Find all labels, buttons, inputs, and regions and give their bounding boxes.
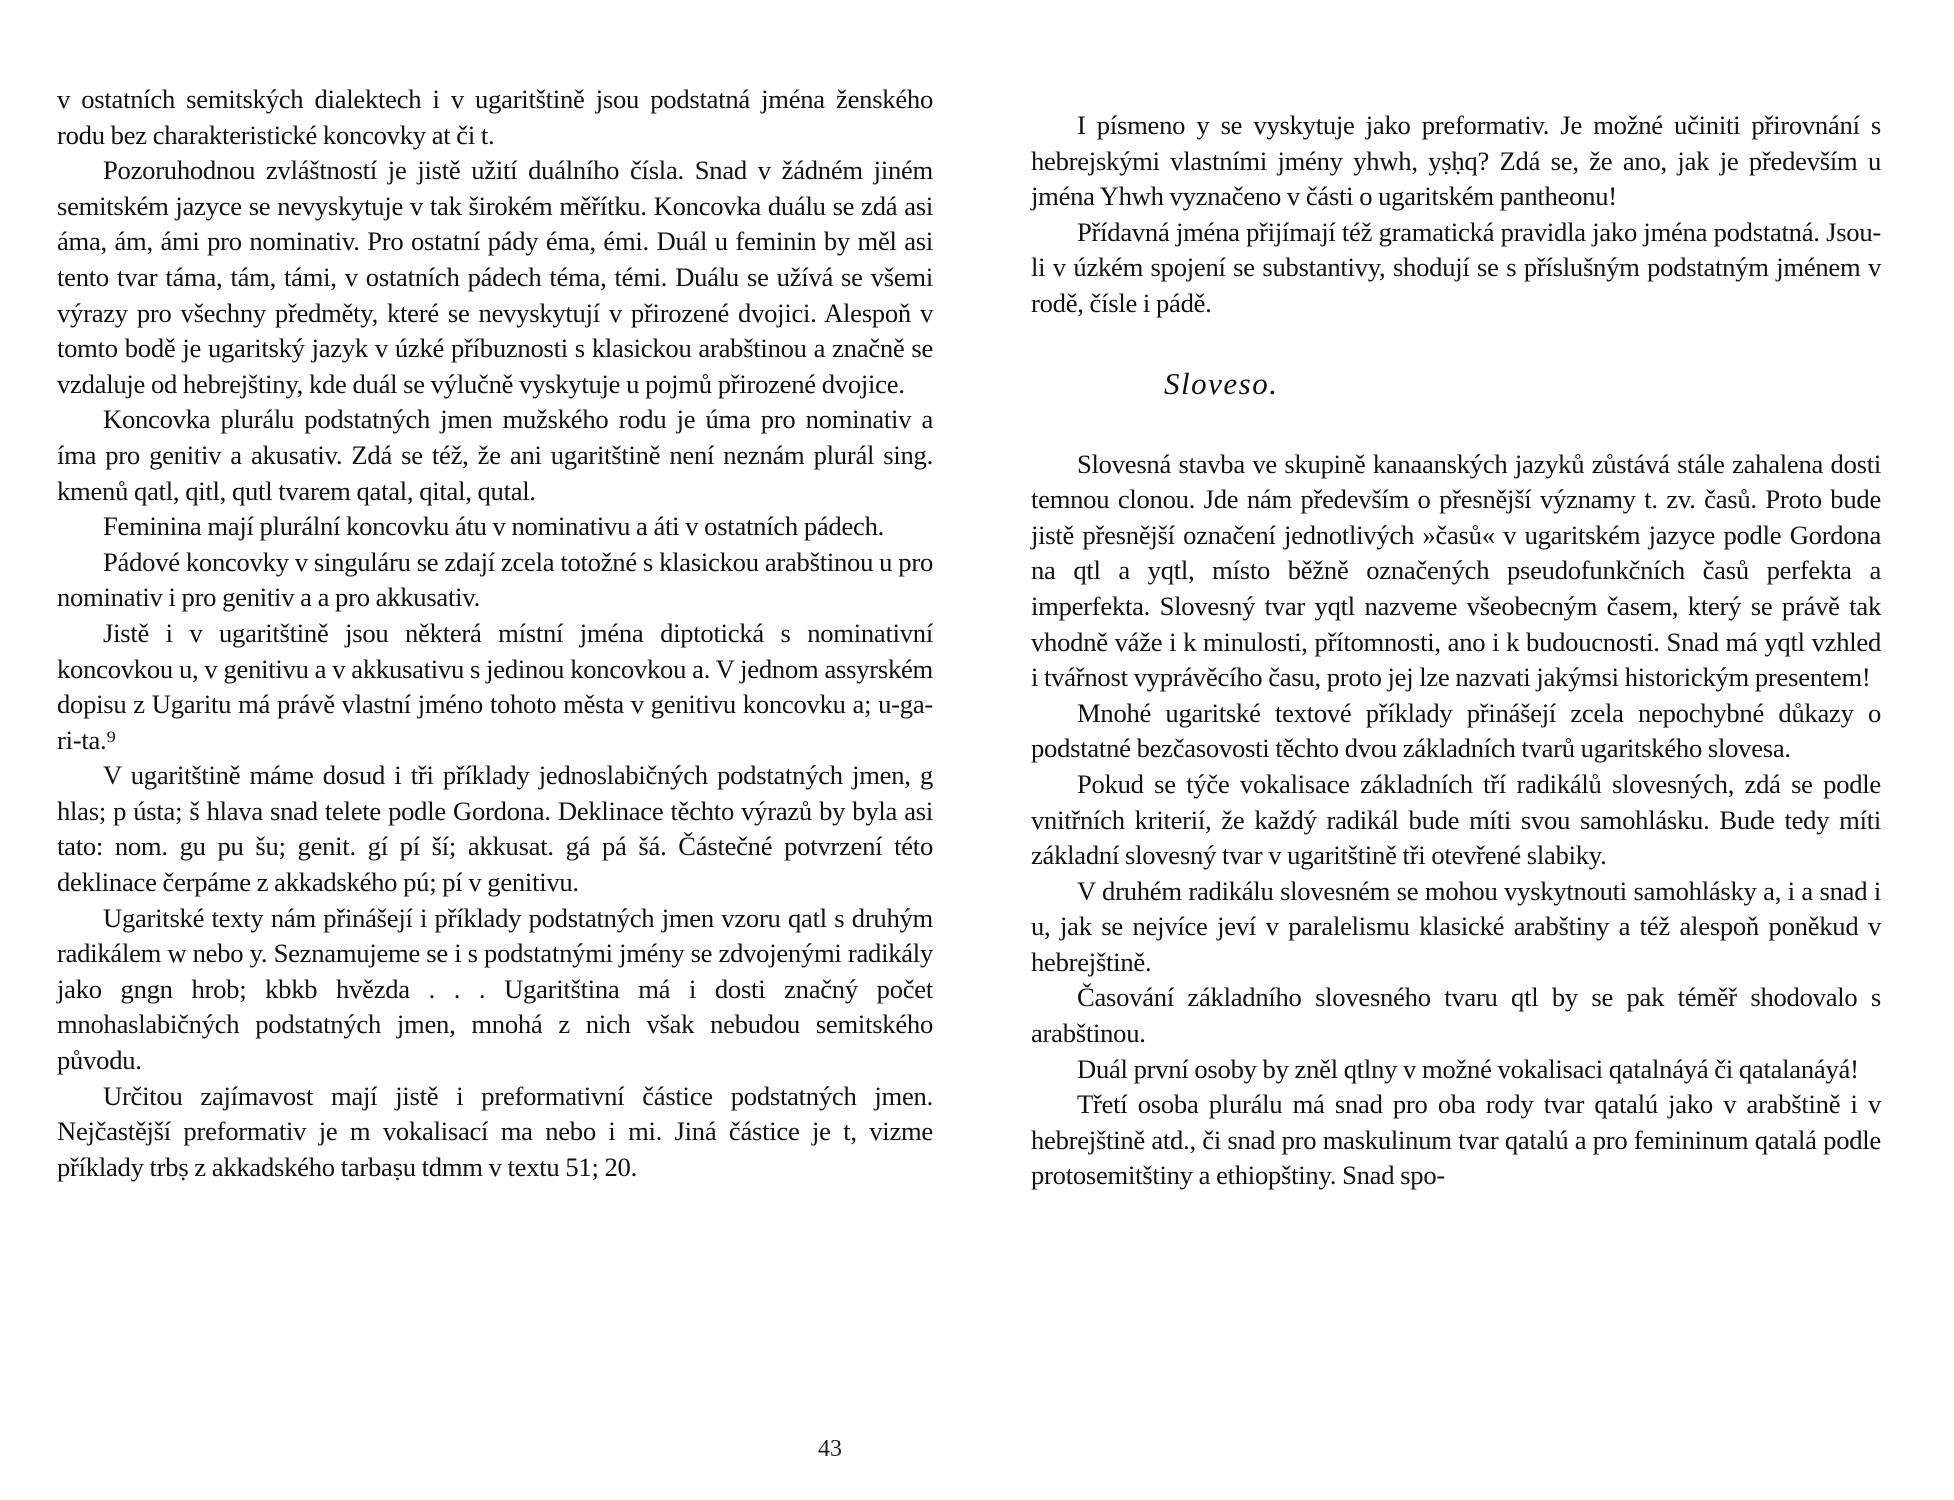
- page-number: 43: [818, 1436, 842, 1462]
- paragraph: v ostatních semitských dialektech i v ugaritštině jsou podstatná jména ženského rodu bez charakteristické koncovky at či t.: [57, 84, 933, 150]
- paragraph: Pokud se týče vokalisace základních tří radikálů slovesných, zdá se podle vnitřních kriterií, že každý radikál bude míti svou samohlásku. Bude tedy míti základní slovesný tvar v ugaritštině tři otevřené slabiky.: [1031, 768, 1881, 871]
- paragraph: Pádové koncovky v singuláru se zdají zcela totožné s klasickou arabštinou u pro nominativ i pro genitiv a a pro akkusativ.: [57, 546, 933, 613]
- paragraph: Mnohé ugaritské textové příklady přinášejí zcela nepochybné důkazy o podstatné bezčasovosti těchto dvou základních tvarů ugaritského slovesa.: [1031, 697, 1881, 764]
- paragraph: Pozoruhodnou zvláštností je jistě užití duálního čísla. Snad v žádném jiném semitském jazyce se nevyskytuje v tak širokém měřítku. Koncovka duálu se zdá asi áma, ám, ámi pro nominativ. Pro ostatní pády éma, émi. Duál u feminin by měl asi tento tvar táma, tám, támi, v ostatních pádech téma, témi. Duálu se užívá se všemi výrazy pro všechny předměty, které se nevyskytují v přirozené dvojici. Alespoň v tomto bodě je ugaritský jazyk v úzké příbuznosti s klasickou arabštinou a značně se vzdaluje od hebrejštiny, kde duál se výlučně vyskytuje u pojmů přirozené dvojice.: [57, 155, 933, 399]
- paragraph: Feminina mají plurální koncovku átu v nominativu a áti v ostatních pádech.: [103, 511, 885, 542]
- paragraph: Časování základního slovesného tvaru qtl by se pak téměř shodovalo s arabštinou.: [1031, 982, 1881, 1049]
- left-text-column: [57, 82, 933, 1185]
- paragraph: Přídavná jména přijímají též gramatická pravidla jako jména podstatná. Jsou-li v úzkém spojení se substantivy, shodují se s příslušným podstatným jménem v rodě, čísle i pádě.: [1031, 216, 1881, 318]
- paragraph: I písmeno y se vyskytuje jako preformativ. Je možné učiniti přirovnání s hebrejskými vlastními jmény yhwh, yṣḥq? Zdá se, že ano, jak je především u jména Yhwh vyznačeno v části o ugaritském pantheonu!: [1031, 110, 1881, 212]
- paragraph: V ugaritštině máme dosud i tři příklady jednoslabičných podstatných jmen, g hlas; p ústa; š hlava snad telete podle Gordona. Deklinace těchto výrazů by byla asi tato: nom. gu pu šu; genit. gí pí ší; akkusat. gá pá šá. Částečné potvrzení této deklinace čerpáme z akkadského pú; pí v genitivu.: [57, 760, 933, 898]
- paragraph: Koncovka plurálu podstatných jmen mužského rodu je úma pro nominativ a íma pro genitiv a akusativ. Zdá se též, že ani ugaritštině není neznám plurál sing. kmenů qatl, qitl, qutl tvarem qatal, qital, qutal.: [57, 404, 933, 506]
- paragraph: Duál první osoby by zněl qtlny v možné vokalisaci qatalnáyá či qatalanáyá!: [1077, 1053, 1859, 1084]
- paragraph: Třetí osoba plurálu má snad pro oba rody tvar qatalú jako v arabštině i v hebrejštině atd., či snad pro maskulinum tvar qatalú a pro femininum qatalá podle protosemitštiny a ethiopštiny. Snad spo-: [1031, 1089, 1881, 1191]
- section-heading: Sloveso.: [1164, 365, 1279, 401]
- paragraph: V druhém radikálu slovesném se mohou vyskytnouti samohlásky a, i a snad i u, jak se nejvíce jeví v paralelismu klasické arabštiny a též alespoň poněkud v hebrejštině.: [1031, 875, 1881, 977]
- right-text-column: [1031, 108, 1881, 1194]
- paragraph: Jistě i v ugaritštině jsou některá místní jména diptotická s nominativní koncovkou u, v genitivu a v akkusativu s jedinou koncovkou a. V jednom assyrském dopisu z Ugaritu má právě vlastní jméno tohoto města v genitivu koncovku a; u-ga-ri-ta.⁹: [57, 617, 933, 755]
- paragraph: Určitou zajímavost mají jistě i preformativní částice podstatných jmen. Nejčastější preformativ je m vokalisací ma nebo i mi. Jiná částice je t, vizme příklady trbṣ z akkadského tarbaṣu tdmm v textu 51; 20.: [57, 1080, 933, 1182]
- paragraph: Slovesná stavba ve skupině kanaanských jazyků zůstává stále zahalena dosti temnou clonou. Jde nám především o přesnější významy t. zv. časů. Proto bude jistě přesnější označení jednotlivých »časů« v ugaritském jazyce podle Gordona na qtl a yqtl, místo běžně označených pseudofunkčních časů perfekta a imperfekta. Slovesný tvar yqtl nazveme všeobecným časem, který se právě tak vhodně váže i k minulosti, přítomnosti, ano i k budoucnosti. Snad má yqtl vzhled i tvářnost vyprávěcího času, proto jej lze nazvati jakýmsi historickým presentem!: [1031, 448, 1881, 693]
- paragraph: Ugaritské texty nám přinášejí i příklady podstatných jmen vzoru qatl s druhým radikálem w nebo y. Seznamujeme se i s podstatnými jmény se zdvojenými radikály jako gngn hrob; kbkb hvězda . . . Ugaritština má i dosti značný počet mnohaslabičných podstatných jmen, mnohá z nich však nebudou semitského původu.: [57, 902, 933, 1076]
